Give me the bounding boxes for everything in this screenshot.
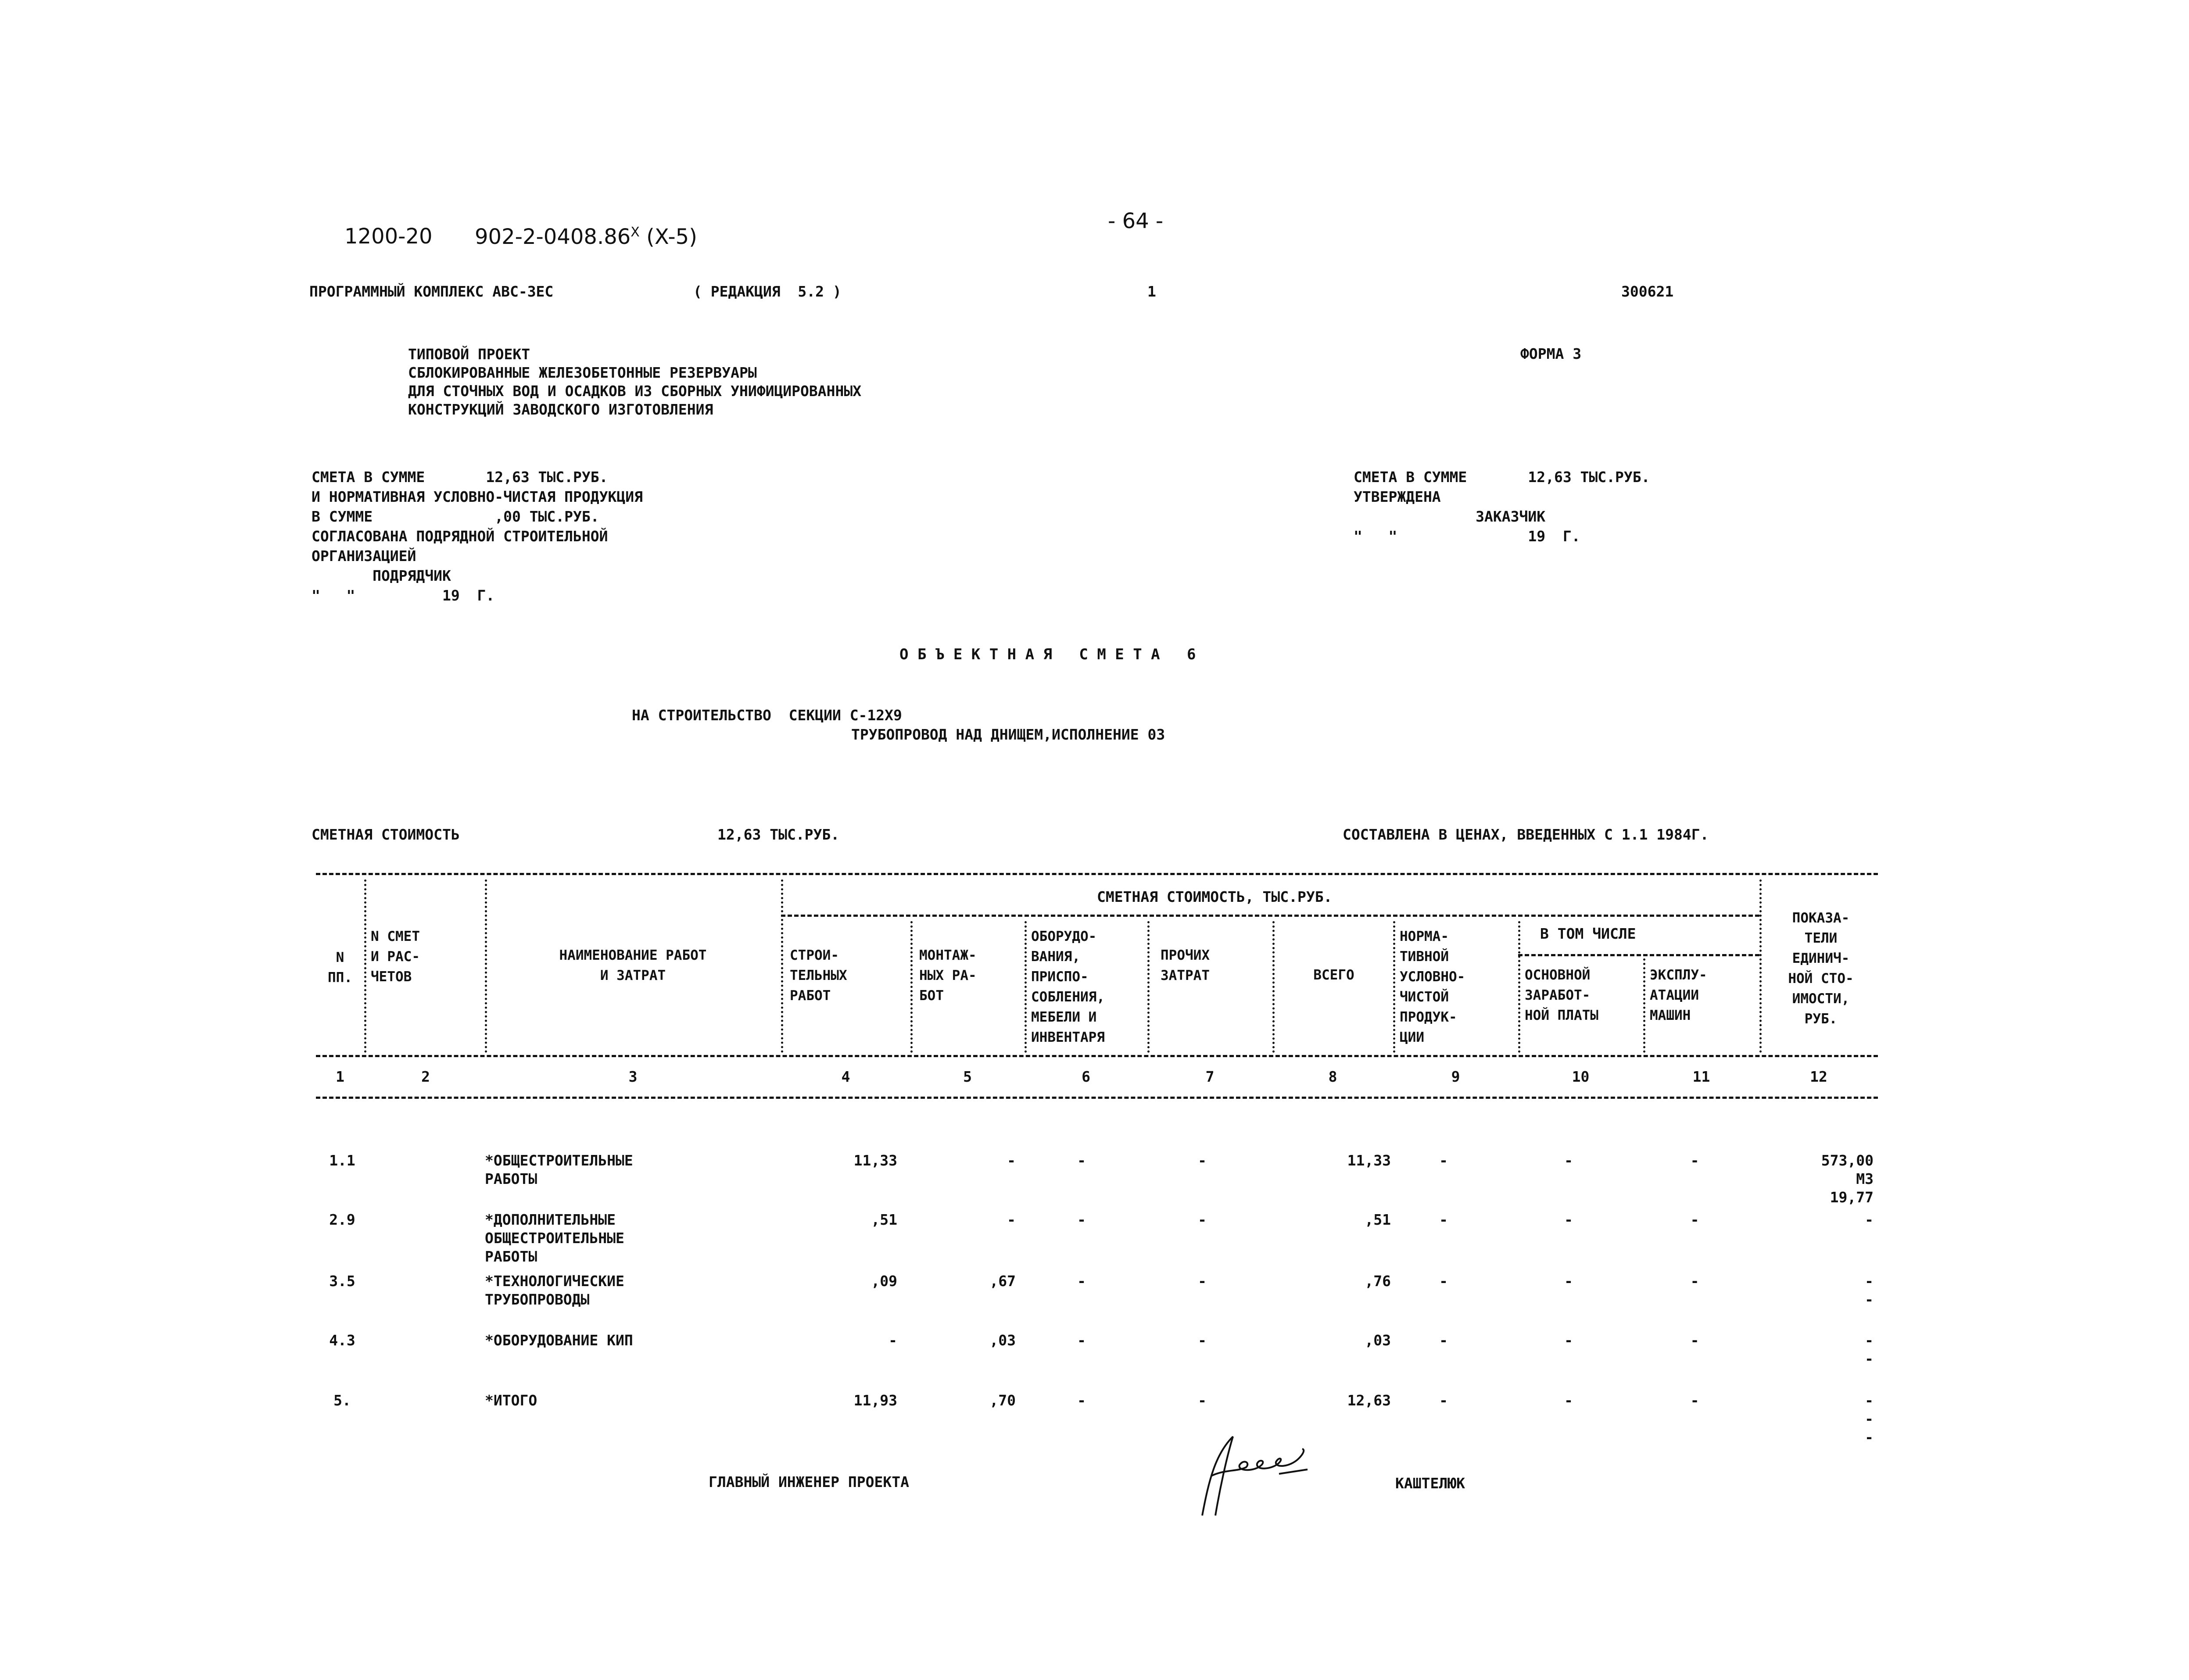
col-header-construction: СТРОИ- ТЕЛЬНЫХ РАБОТ bbox=[790, 947, 847, 1004]
form-label: ФОРМА 3 bbox=[1520, 345, 1582, 362]
row-total: ,51 bbox=[1365, 1211, 1391, 1228]
sheet-number: 1200-20 bbox=[344, 224, 433, 249]
signatory-role: ГЛАВНЫЙ ИНЖЕНЕР ПРОЕКТА bbox=[709, 1473, 909, 1491]
col-header-machines: ЭКСПЛУ- АТАЦИИ МАШИН bbox=[1650, 967, 1707, 1023]
row-net-product: - bbox=[1439, 1273, 1448, 1290]
col-separator bbox=[781, 879, 783, 1053]
col-header-name: НАИМЕНОВАНИЕ РАБОТ И ЗАТРАТ bbox=[559, 947, 707, 983]
col-number: 11 bbox=[1692, 1068, 1710, 1085]
col-number: 3 bbox=[628, 1068, 638, 1085]
row-other: - bbox=[1198, 1392, 1207, 1409]
row-name: *ИТОГО bbox=[485, 1392, 537, 1409]
incl-header: В ТОМ ЧИСЛЕ bbox=[1540, 925, 1636, 942]
row-installation: ,03 bbox=[989, 1332, 1016, 1349]
col-separator bbox=[1025, 921, 1027, 1053]
col-number: 8 bbox=[1328, 1068, 1337, 1085]
customer-line: УТВЕРЖДЕНА bbox=[1354, 488, 1441, 505]
row-wages: - bbox=[1564, 1273, 1573, 1290]
object-code: 300621 bbox=[1621, 283, 1674, 300]
row-unit-cost: - bbox=[1865, 1211, 1874, 1228]
table-top-rule bbox=[316, 873, 1878, 875]
row-total: 12,63 bbox=[1347, 1392, 1391, 1409]
row-machines: - bbox=[1690, 1152, 1699, 1169]
row-name: *ДОПОЛНИТЕЛЬНЫЕ ОБЩЕСТРОИТЕЛЬНЫЕ РАБОТЫ bbox=[485, 1211, 624, 1265]
col-separator bbox=[1147, 921, 1150, 1053]
row-number: 1.1 bbox=[329, 1152, 355, 1169]
signature bbox=[1185, 1428, 1325, 1524]
project-line: СБЛОКИРОВАННЫЕ ЖЕЛЕЗОБЕТОННЫЕ РЕЗЕРВУАРЫ bbox=[408, 364, 757, 381]
customer-block bbox=[1354, 467, 1650, 546]
row-net-product: - bbox=[1439, 1392, 1448, 1409]
col-header-total: ВСЕГО bbox=[1313, 967, 1354, 983]
row-installation: ,67 bbox=[989, 1273, 1016, 1290]
project-line: КОНСТРУКЦИЙ ЗАВОДСКОГО ИЗГОТОВЛЕНИЯ bbox=[408, 401, 713, 418]
incl-header-rule bbox=[1518, 954, 1759, 956]
row-installation: - bbox=[1007, 1152, 1016, 1169]
document-code: $902-2-0408.86^X$ (X-5) bbox=[475, 225, 697, 249]
row-construction: ,09 bbox=[871, 1273, 897, 1290]
page-number: - 64 - bbox=[1108, 209, 1164, 233]
col-number: 2 bbox=[421, 1068, 430, 1085]
contractor-line: СМЕТА В СУММЕ 12,63 ТЫС.РУБ. bbox=[312, 468, 608, 486]
row-wages: - bbox=[1564, 1332, 1573, 1349]
row-unit-cost: - - - bbox=[1865, 1392, 1874, 1446]
estimate-subtitle-2: ТРУБОПРОВОД НАД ДНИЩЕМ,ИСПОЛНЕНИЕ 03 bbox=[851, 726, 1165, 743]
estimate-title: О Б Ъ Е К Т Н А Я С М Е Т А 6 bbox=[899, 646, 1196, 663]
row-other: - bbox=[1198, 1332, 1207, 1349]
col-number: 1 bbox=[336, 1068, 344, 1085]
col-header-installation: МОНТАЖ- НЫХ РА- БОТ bbox=[919, 947, 977, 1004]
project-description bbox=[408, 345, 861, 419]
row-equipment: - bbox=[1077, 1211, 1086, 1228]
row-installation: - bbox=[1007, 1211, 1016, 1228]
col-header-equipment: ОБОРУДО- ВАНИЯ, ПРИСПО- СОБЛЕНИЯ, МЕБЕЛИ И ИНВЕНТАРЯ bbox=[1031, 929, 1105, 1045]
group-header: СМЕТНАЯ СТОИМОСТЬ, ТЫС.РУБ. bbox=[1097, 888, 1333, 905]
program-name: ПРОГРАММНЫЙ КОМПЛЕКС АВС-ЗЕС bbox=[309, 283, 554, 300]
row-wages: - bbox=[1564, 1152, 1573, 1169]
row-net-product: - bbox=[1439, 1152, 1448, 1169]
col-separator bbox=[1518, 921, 1520, 1053]
col-separator bbox=[1393, 921, 1395, 1053]
estimate-subtitle: НА СТРОИТЕЛЬСТВО СЕКЦИИ С-12Х9 bbox=[632, 707, 902, 724]
customer-line: ЗАКАЗЧИК bbox=[1354, 508, 1546, 525]
row-net-product: - bbox=[1439, 1332, 1448, 1349]
project-line: ДЛЯ СТОЧНЫХ ВОД И ОСАДКОВ ИЗ СБОРНЫХ УНИФИЦИРОВАННЫХ bbox=[408, 382, 862, 400]
col-separator bbox=[910, 921, 913, 1053]
header-bottom-rule bbox=[316, 1055, 1878, 1057]
contractor-line: СОГЛАСОВАНА ПОДРЯДНОЙ СТРОИТЕЛЬНОЙ bbox=[312, 528, 608, 545]
row-equipment: - bbox=[1077, 1273, 1086, 1290]
contractor-line: ОРГАНИЗАЦИЕЙ bbox=[312, 547, 416, 565]
contractor-line: ПОДРЯДЧИК bbox=[312, 567, 451, 584]
row-total: ,76 bbox=[1365, 1273, 1391, 1290]
row-other: - bbox=[1198, 1152, 1207, 1169]
row-installation: ,70 bbox=[989, 1392, 1016, 1409]
col-header-other: ПРОЧИХ ЗАТРАТ bbox=[1161, 947, 1210, 983]
row-other: - bbox=[1198, 1211, 1207, 1228]
col-number: 4 bbox=[841, 1068, 850, 1085]
group-header-rule bbox=[781, 915, 1759, 917]
col-separator bbox=[1272, 921, 1275, 1053]
row-other: - bbox=[1198, 1273, 1207, 1290]
program-edition: ( РЕДАКЦИЯ 5.2 ) bbox=[693, 283, 842, 300]
row-net-product: - bbox=[1439, 1211, 1448, 1228]
row-equipment: - bbox=[1077, 1332, 1086, 1349]
col-separator bbox=[1643, 958, 1645, 1053]
row-total: 11,33 bbox=[1347, 1152, 1391, 1169]
col-separator bbox=[364, 879, 366, 1053]
row-unit-cost: - - bbox=[1865, 1332, 1874, 1367]
col-number: 10 bbox=[1572, 1068, 1590, 1085]
contractor-line: " " 19 Г. bbox=[312, 587, 495, 604]
row-name: *ОБЩЕСТРОИТЕЛЬНЫЕ РАБОТЫ bbox=[485, 1152, 633, 1187]
sheet-index: 1 bbox=[1147, 283, 1156, 300]
row-number: 3.5 bbox=[329, 1273, 355, 1290]
signatory-name: КАШТЕЛЮК bbox=[1395, 1475, 1465, 1492]
row-name: *ТЕХНОЛОГИЧЕСКИЕ ТРУБОПРОВОДЫ bbox=[485, 1273, 624, 1308]
col-separator bbox=[485, 879, 487, 1053]
numbers-bottom-rule bbox=[316, 1097, 1878, 1099]
row-equipment: - bbox=[1077, 1152, 1086, 1169]
row-number: 2.9 bbox=[329, 1211, 355, 1228]
col-header-wages: ОСНОВНОЙ ЗАРАБОТ- НОЙ ПЛАТЫ bbox=[1525, 967, 1598, 1023]
col-header-estimate-ref: N СМЕТ И РАС- ЧЕТОВ bbox=[371, 929, 420, 985]
row-machines: - bbox=[1690, 1332, 1699, 1349]
contractor-line: В СУММЕ ,00 ТЫС.РУБ. bbox=[312, 508, 599, 525]
col-separator bbox=[1759, 879, 1762, 1053]
row-number: 4.3 bbox=[329, 1332, 355, 1349]
customer-line: " " 19 Г. bbox=[1354, 528, 1580, 545]
row-construction: 11,33 bbox=[853, 1152, 897, 1169]
row-construction: 11,93 bbox=[853, 1392, 897, 1409]
col-header-unit-cost: ПОКАЗА- ТЕЛИ ЕДИНИЧ- НОЙ СТО- ИМОСТИ, РУБ. bbox=[1788, 910, 1854, 1027]
project-line: ТИПОВОЙ ПРОЕКТ bbox=[408, 346, 530, 363]
col-header-net-product: НОРМА- ТИВНОЙ УСЛОВНО- ЧИСТОЙ ПРОДУК- ЦИИ bbox=[1400, 929, 1465, 1045]
col-number: 9 bbox=[1451, 1068, 1460, 1085]
prices-note: СОСТАВЛЕНА В ЦЕНАХ, ВВЕДЕННЫХ С 1.1 1984Г. bbox=[1343, 826, 1709, 843]
row-total: ,03 bbox=[1365, 1332, 1391, 1349]
row-wages: - bbox=[1564, 1392, 1573, 1409]
row-number: 5. bbox=[333, 1392, 351, 1409]
row-name: *ОБОРУДОВАНИЕ КИП bbox=[485, 1332, 633, 1349]
col-number: 5 bbox=[963, 1068, 972, 1085]
row-machines: - bbox=[1690, 1211, 1699, 1228]
customer-line: СМЕТА В СУММЕ 12,63 ТЫС.РУБ. bbox=[1354, 468, 1650, 486]
row-equipment: - bbox=[1077, 1392, 1086, 1409]
col-number: 7 bbox=[1205, 1068, 1215, 1085]
row-machines: - bbox=[1690, 1273, 1699, 1290]
col-header-number: N ПП. bbox=[328, 950, 352, 986]
contractor-block bbox=[312, 467, 643, 605]
row-machines: - bbox=[1690, 1392, 1699, 1409]
row-unit-cost: - - bbox=[1865, 1273, 1874, 1308]
cost-value: 12,63 ТЫС.РУБ. bbox=[717, 826, 840, 843]
cost-label: СМЕТНАЯ СТОИМОСТЬ bbox=[312, 826, 460, 843]
col-number: 12 bbox=[1810, 1068, 1827, 1085]
contractor-line: И НОРМАТИВНАЯ УСЛОВНО-ЧИСТАЯ ПРОДУКЦИЯ bbox=[312, 488, 643, 505]
row-wages: - bbox=[1564, 1211, 1573, 1228]
col-number: 6 bbox=[1082, 1068, 1090, 1085]
row-unit-cost: 573,00 М3 19,77 bbox=[1821, 1152, 1874, 1206]
row-construction: ,51 bbox=[871, 1211, 897, 1228]
row-construction: - bbox=[888, 1332, 897, 1349]
